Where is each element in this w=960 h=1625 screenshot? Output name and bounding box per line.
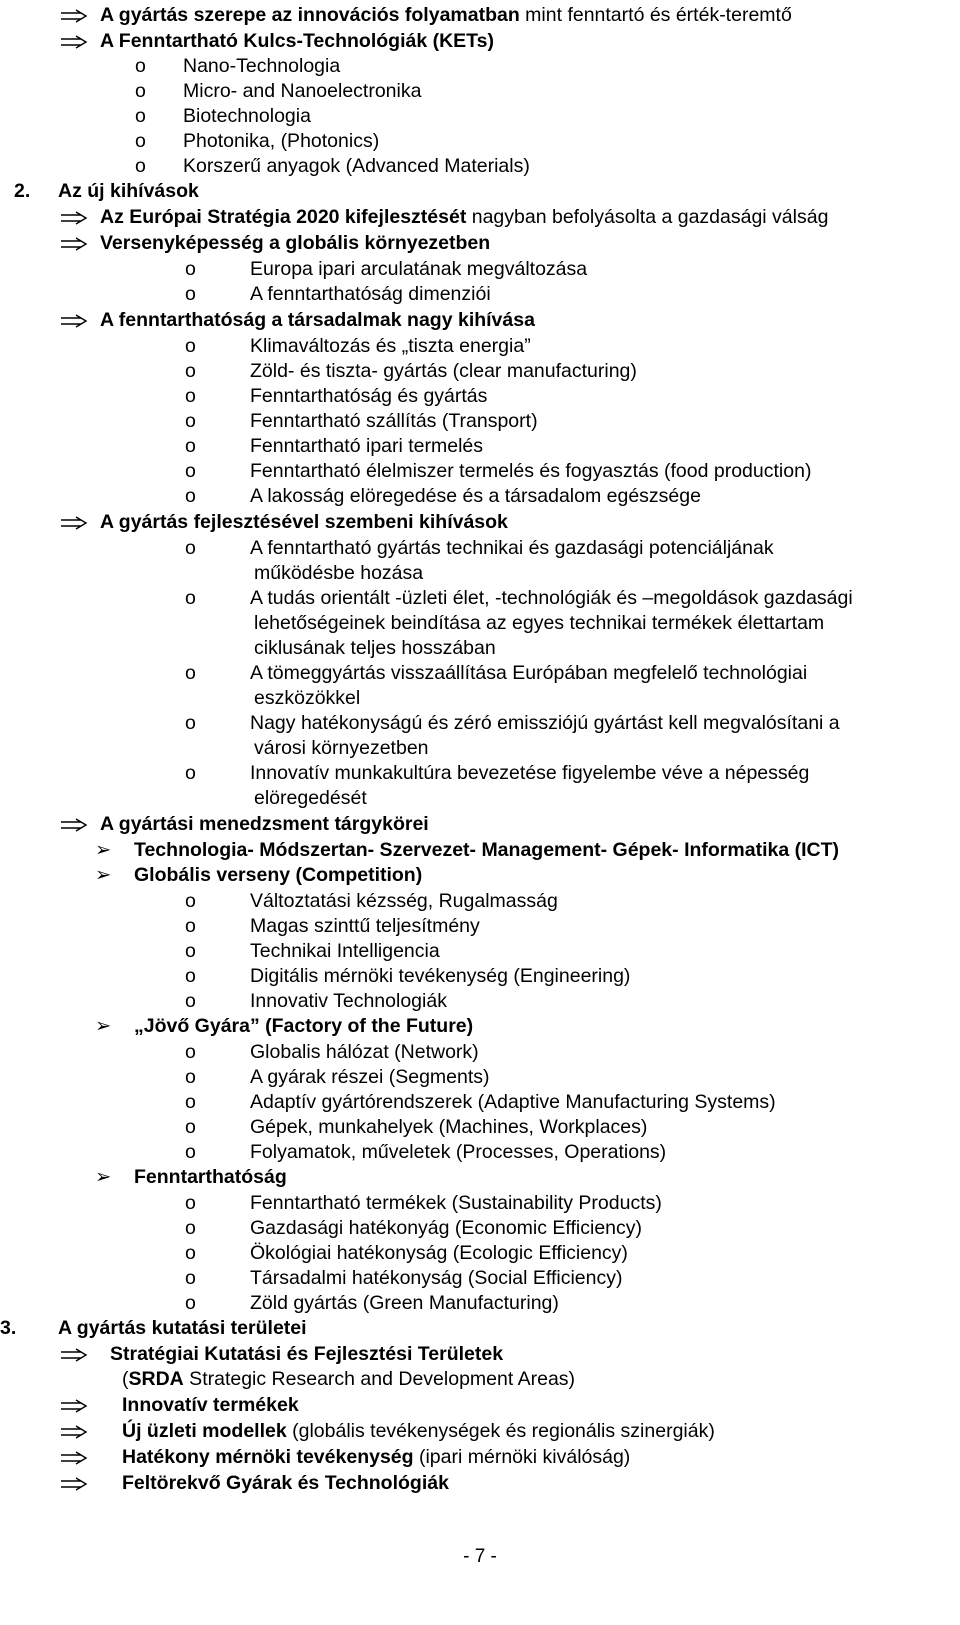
text: Fenntartható élelmiszer termelés és fogyasztás (food production) [250, 460, 812, 482]
text: Korszerű anyagok (Advanced Materials) [183, 155, 530, 177]
text-line [100, 509, 508, 535]
bold-text: Az új kihívások [58, 180, 199, 202]
circle-bullet-icon: o [185, 435, 196, 457]
circle-bullet-icon: o [185, 258, 196, 280]
circle-bullet-icon: o [185, 1066, 196, 1088]
text-line [250, 433, 483, 459]
text: Digitális mérnöki tevékenység (Engineering) [250, 965, 631, 987]
circle-bullet-icon: o [185, 587, 196, 609]
text-line [250, 660, 807, 686]
text-line [122, 1366, 575, 1392]
text: Klimaváltozás és „tiszta energia” [250, 335, 531, 357]
text: Nano-Technologia [183, 55, 341, 77]
double-arrow-icon [60, 9, 88, 23]
double-arrow-icon [60, 1399, 88, 1413]
circle-bullet-icon: o [185, 460, 196, 482]
circle-bullet-icon: o [185, 1267, 196, 1289]
circle-bullet-icon: o [135, 105, 146, 127]
double-arrow-icon [60, 818, 88, 832]
bold-text: Fenntarthatóság [134, 1166, 287, 1188]
text: működésbe hozása [254, 562, 424, 584]
text-line [250, 585, 853, 611]
bold-text: „Jövő Gyára” (Factory of the Future) [134, 1015, 474, 1037]
text-line [250, 1139, 666, 1165]
text-line [250, 458, 811, 484]
text: Adaptív gyártórendszerek (Adaptive Manufacturing Systems) [250, 1091, 776, 1113]
circle-bullet-icon: o [185, 712, 196, 734]
section-number: 2. [14, 180, 31, 202]
circle-bullet-icon: o [185, 385, 196, 407]
text-line [183, 128, 379, 154]
text: A lakosság elöregedése és a társadalom egészsége [250, 485, 701, 507]
text-line [250, 963, 630, 989]
circle-bullet-icon: o [185, 1116, 196, 1138]
text: (globális tevékenységek és regionális szinergiák) [286, 1420, 715, 1442]
text: nagyban befolyásolta a gazdasági válság [466, 206, 829, 228]
text: Fenntartható ipari termelés [250, 435, 484, 457]
text: elöregedését [254, 787, 367, 809]
text-line [134, 1164, 287, 1190]
text: A fenntarthatóság dimenziói [250, 283, 491, 305]
circle-bullet-icon: o [135, 155, 146, 177]
text: A tudás orientált -üzleti élet, -technológiák és –megoldások gazdasági [250, 587, 853, 609]
text: eszközökkel [254, 687, 361, 709]
text: Zöld gyártás (Green Manufacturing) [250, 1292, 559, 1314]
bold-text: Globális verseny (Competition) [134, 864, 423, 886]
chevron-bullet-icon: ➢ [95, 1166, 112, 1188]
text-line [134, 1013, 473, 1039]
circle-bullet-icon: o [185, 762, 196, 784]
text-line [250, 1290, 559, 1316]
bold-text: A gyártás szerepe az innovációs folyamatban [100, 4, 520, 26]
text: Innovativ Technologiák [250, 990, 447, 1012]
text: Photonika, (Photonics) [183, 130, 380, 152]
bold-text: Stratégiai Kutatási és Fejlesztési Területek [110, 1343, 504, 1365]
text: lehetőségeinek beindítása az egyes technikai termékek élettartam [254, 612, 825, 634]
circle-bullet-icon: o [185, 890, 196, 912]
text: A tömeggyártás visszaállítása Európában megfelelő technológiai [250, 662, 808, 684]
text: Folyamatok, műveletek (Processes, Operations) [250, 1141, 667, 1163]
text: Magas szinttű teljesítmény [250, 915, 480, 937]
text: Biotechnologia [183, 105, 311, 127]
text: Fenntartható szállítás (Transport) [250, 410, 538, 432]
text-line [183, 53, 340, 79]
text: Társadalmi hatékonyság (Social Efficiency) [250, 1267, 623, 1289]
text-line [250, 938, 440, 964]
text: Gazdasági hatékonyág (Economic Efficiency) [250, 1217, 643, 1239]
circle-bullet-icon: o [185, 1292, 196, 1314]
bold-text: A gyártás fejlesztésével szembeni kihívások [100, 511, 508, 533]
double-arrow-icon [60, 237, 88, 251]
text-line [100, 204, 828, 230]
circle-bullet-icon: o [135, 130, 146, 152]
bold-text: Az Európai Stratégia 2020 kifejlesztését [100, 206, 467, 228]
text-line [250, 913, 480, 939]
bold-text: Versenyképesség a globális környezetben [100, 232, 491, 254]
text: Nagy hatékonyságú és zéró emissziójú gyártást kell megvalósítani a [250, 712, 840, 734]
section-number: 3. [0, 1317, 17, 1339]
text: A fenntartható gyártás technikai és gazdasági potenciáljának [250, 537, 774, 559]
circle-bullet-icon: o [185, 1141, 196, 1163]
text: mint fenntartó és érték-teremtő [519, 4, 792, 26]
text: ( [122, 1368, 129, 1390]
text: Gépek, munkahelyek (Machines, Workplaces) [250, 1116, 648, 1138]
circle-bullet-icon: o [185, 335, 196, 357]
text: Zöld- és tiszta- gyártás (clear manufacturing) [250, 360, 637, 382]
double-arrow-icon [60, 1425, 88, 1439]
double-arrow-icon [60, 35, 88, 49]
text-line [122, 1392, 299, 1418]
text-line [110, 1341, 503, 1367]
text-line [100, 307, 535, 333]
text-line [100, 811, 429, 837]
circle-bullet-icon: o [185, 915, 196, 937]
double-arrow-icon [60, 314, 88, 328]
bold-text: SRDA [128, 1368, 184, 1390]
text-line [183, 153, 530, 179]
text-line [250, 333, 531, 359]
text: Globalis hálózat (Network) [250, 1041, 479, 1063]
double-arrow-icon [60, 1348, 88, 1362]
text: Strategic Research and Development Areas) [183, 1368, 576, 1390]
text-line [250, 1064, 490, 1090]
circle-bullet-icon: o [185, 1041, 196, 1063]
text: A gyárak részei (Segments) [250, 1066, 490, 1088]
text-line [183, 78, 421, 104]
text-line [250, 710, 840, 736]
text-line [250, 483, 701, 509]
bold-text: A gyártási menedzsment tárgykörei [100, 813, 429, 835]
text-line [254, 735, 429, 761]
text-line [183, 103, 311, 129]
text: Változtatási kézsség, Rugalmasság [250, 890, 558, 912]
circle-bullet-icon: o [185, 485, 196, 507]
text-line [250, 281, 491, 307]
circle-bullet-icon: o [185, 1217, 196, 1239]
text: Fenntartható termékek (Sustainability Products) [250, 1192, 662, 1214]
text-line [250, 1039, 479, 1065]
text-line [250, 256, 587, 282]
text-line [254, 560, 423, 586]
text-line [250, 1240, 628, 1266]
circle-bullet-icon: o [185, 1192, 196, 1214]
circle-bullet-icon: o [135, 80, 146, 102]
circle-bullet-icon: o [185, 410, 196, 432]
text: Micro- and Nanoelectronika [183, 80, 422, 102]
text-line [254, 685, 360, 711]
circle-bullet-icon: o [185, 662, 196, 684]
text-line [122, 1444, 630, 1470]
bold-text: Új üzleti modellek [122, 1420, 287, 1442]
circle-bullet-icon: o [185, 537, 196, 559]
text-line [134, 862, 422, 888]
circle-bullet-icon: o [185, 940, 196, 962]
text-line [250, 988, 447, 1014]
text-line [100, 28, 494, 54]
text: Europa ipari arculatának megváltozása [250, 258, 588, 280]
text-line [134, 837, 839, 863]
text: (ipari mérnöki kiválóság) [413, 1446, 631, 1468]
page-number: - 7 - [463, 1546, 497, 1567]
circle-bullet-icon: o [185, 283, 196, 305]
chevron-bullet-icon: ➢ [95, 839, 112, 861]
bold-text: A Fenntartható Kulcs-Technológiák (KETs) [100, 30, 494, 52]
chevron-bullet-icon: ➢ [95, 864, 112, 886]
text-line [250, 1114, 647, 1140]
double-arrow-icon [60, 1477, 88, 1491]
double-arrow-icon [60, 1451, 88, 1465]
text-line [58, 178, 199, 204]
double-arrow-icon [60, 211, 88, 225]
text-line [250, 535, 774, 561]
circle-bullet-icon: o [185, 990, 196, 1012]
text: Innovatív munkakultúra bevezetése figyelembe véve a népesség [250, 762, 810, 784]
text-line [250, 1190, 662, 1216]
text-line [254, 635, 496, 661]
bold-text: A gyártás kutatási területei [58, 1317, 307, 1339]
bold-text: Innovatív termékek [122, 1394, 299, 1416]
text-line [58, 1315, 307, 1341]
bold-text: Technologia- Módszertan- Szervezet- Management- Gépek- Informatika (ICT) [134, 839, 839, 861]
bold-text: Feltörekvő Gyárak és Technológiák [122, 1472, 449, 1494]
circle-bullet-icon: o [135, 55, 146, 77]
text-line [254, 610, 824, 636]
bold-text: A fenntarthatóság a társadalmak nagy kihívása [100, 309, 535, 331]
text-line [250, 1089, 776, 1115]
text: Technikai Intelligencia [250, 940, 440, 962]
text-line [122, 1418, 715, 1444]
text-line [250, 1215, 642, 1241]
text-line [100, 230, 490, 256]
bold-text: Hatékony mérnöki tevékenység [122, 1446, 414, 1468]
text: Fenntarthatóság és gyártás [250, 385, 488, 407]
text: városi környezetben [254, 737, 429, 759]
text-line [250, 760, 809, 786]
text: Ökológiai hatékonyság (Ecologic Efficiency) [250, 1242, 628, 1264]
circle-bullet-icon: o [185, 360, 196, 382]
double-arrow-icon [60, 516, 88, 530]
text-line [100, 2, 792, 28]
text-line [250, 1265, 622, 1291]
text-line [122, 1470, 449, 1496]
circle-bullet-icon: o [185, 1091, 196, 1113]
text-line [250, 383, 487, 409]
text-line [250, 408, 538, 434]
circle-bullet-icon: o [185, 1242, 196, 1264]
text-line [250, 358, 637, 384]
circle-bullet-icon: o [185, 965, 196, 987]
text-line [250, 888, 558, 914]
chevron-bullet-icon: ➢ [95, 1015, 112, 1037]
text: ciklusának teljes hosszában [254, 637, 496, 659]
text-line [254, 785, 367, 811]
